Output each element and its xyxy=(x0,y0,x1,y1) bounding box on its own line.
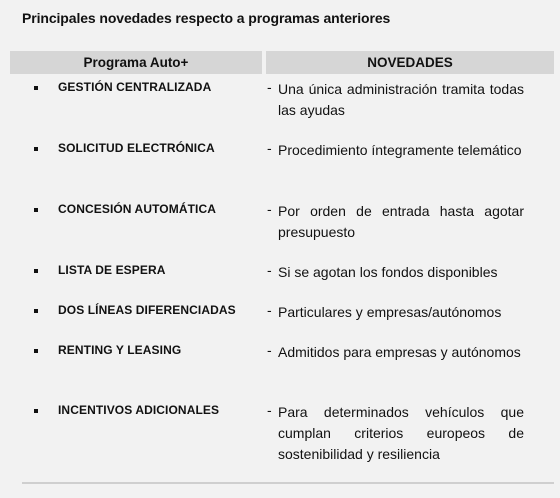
program-name: DOS LÍNEAS DIFERENCIADAS xyxy=(58,303,236,317)
program-name: LISTA DE ESPERA xyxy=(58,263,166,277)
dash: - xyxy=(267,79,272,95)
program-name: RENTING Y LEASING xyxy=(58,343,182,357)
novedades-table xyxy=(10,51,554,462)
header-news: NOVEDADES xyxy=(266,51,554,74)
table-header xyxy=(10,51,554,74)
row-description: Admitidos para empresas y autónomos xyxy=(278,344,521,360)
bullet-icon xyxy=(34,269,38,273)
row-description: Una única administración tramita todas las ayudas xyxy=(278,81,524,118)
program-name: INCENTIVOS ADICIONALES xyxy=(58,403,220,417)
row-description: Procedimiento íntegramente telemático xyxy=(278,142,522,158)
dash: - xyxy=(267,302,272,318)
dash: - xyxy=(267,402,272,418)
program-name: SOLICITUD ELECTRÓNICA xyxy=(58,141,215,155)
row-description: Particulares y empresas/autónomos xyxy=(278,304,502,320)
header-program: Programa Auto+ xyxy=(10,51,262,74)
bullet-icon xyxy=(34,349,38,353)
row-description: Si se agotan los fondos disponibles xyxy=(278,264,498,280)
bullet-icon xyxy=(34,147,38,151)
bullet-icon xyxy=(34,409,38,413)
dash: - xyxy=(267,342,272,358)
dash: - xyxy=(267,262,272,278)
bottom-divider xyxy=(22,482,554,484)
bullet-icon xyxy=(34,208,38,212)
dash: - xyxy=(267,140,272,156)
row-description: Por orden de entrada hasta agotar presupuesto xyxy=(278,203,524,240)
program-name: GESTIÓN CENTRALIZADA xyxy=(58,80,212,94)
dash: - xyxy=(267,201,272,217)
page-title: Principales novedades respecto a programas anteriores xyxy=(22,10,391,26)
program-name: CONCESIÓN AUTOMÁTICA xyxy=(58,202,216,216)
bullet-icon xyxy=(34,86,38,90)
bullet-icon xyxy=(34,309,38,313)
row-description: Para determinados vehículos que cumplan criterios europeos de sostenibilidad y resiliencia xyxy=(278,404,524,462)
